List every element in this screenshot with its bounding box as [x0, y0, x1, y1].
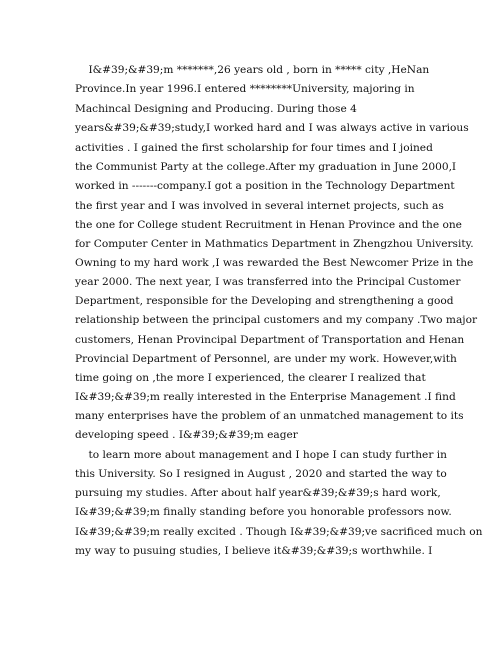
text-line: to learn more about management and I hope I can study further in — [75, 449, 447, 461]
text-line: year 2000. The next year, I was transferred into the Principal Customer — [75, 276, 461, 288]
text-line: my way to pusuing studies, I believe it&#39;&#39;s worthwhile. I — [75, 545, 433, 557]
text-line: Province.In year 1996.I entered ********University, majoring in — [75, 83, 415, 95]
text-line: customers, Henan Provincipal Department of Transportation and Henan — [75, 334, 465, 346]
text-line: Machincal Designing and Producing. During those 4 — [75, 103, 357, 115]
text-line: I&#39;&#39;m really excited . Though I&#39;&#39;ve sacrificed much on — [75, 526, 483, 538]
text-line: Department, responsible for the Developing and strengthening a good — [75, 295, 454, 307]
text-line: activities . I gained the first scholarship for four times and I joined — [75, 142, 433, 154]
text-line: the one for College student Recruitment in Henan Province and the one — [75, 219, 462, 231]
text-line: Provincial Department of Personnel, are under my work. However,with — [75, 353, 457, 365]
text-line: years&#39;&#39;study,I worked hard and I was always active in various — [75, 122, 469, 134]
text-line: I&#39;&#39;m really interested in the Enterprise Management .I find — [75, 391, 456, 403]
text-line: developing speed . I&#39;&#39;m eager — [75, 429, 298, 441]
text-line: I&#39;&#39;m finally standing before you honorable professors now. — [75, 506, 452, 518]
text-line: many enterprises have the problem of an unmatched management to its — [75, 410, 464, 422]
text-line: Owning to my hard work ,I was rewarded the Best Newcomer Prize in the — [75, 257, 474, 269]
text-line: this University. So I resigned in August , 2020 and started the way to — [75, 468, 447, 480]
text-line: for Computer Center in Mathmatics Department in Zhengzhou University. — [75, 238, 474, 250]
text-line: I&#39;&#39;m *******,26 years old , born in ***** city ,HeNan — [75, 64, 430, 76]
text-line: pursuing my studies. After about half year&#39;&#39;s hard work, — [75, 487, 441, 499]
text-line: relationship between the principal customers and my company .Two major — [75, 314, 478, 326]
text-line: the first year and I was involved in several internet projects, such as — [75, 200, 444, 212]
text-line: time going on ,the more I experienced, the clearer I realized that — [75, 372, 426, 384]
text-line: the Communist Party at the college.After my graduation in June 2000,I — [75, 161, 457, 173]
text-line: worked in -------company.I got a position in the Technology Department — [75, 180, 455, 192]
